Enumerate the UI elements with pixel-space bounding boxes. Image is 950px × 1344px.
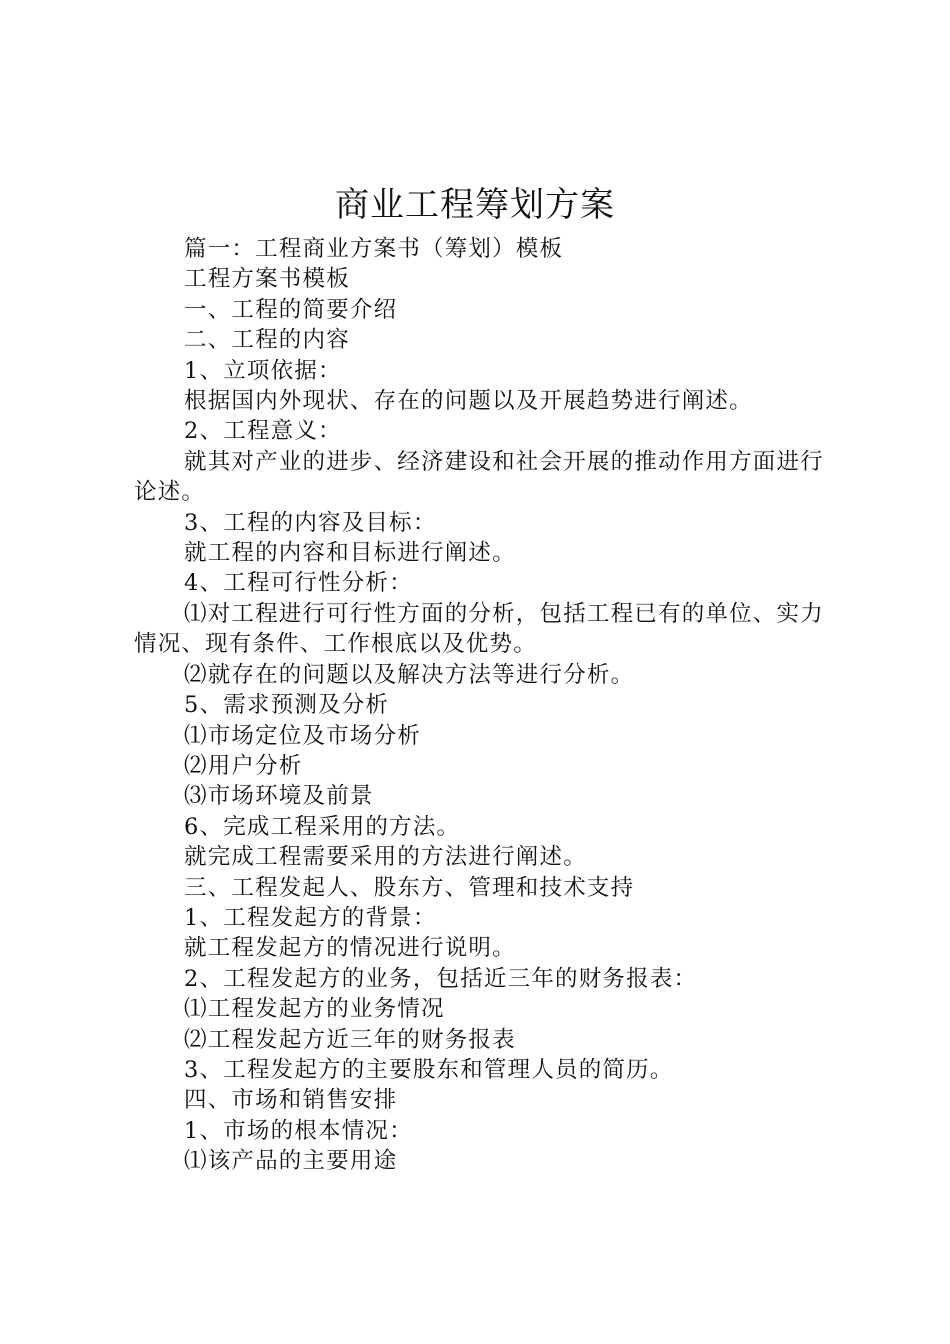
paragraph: 就工程的内容和目标进行阐述。	[184, 540, 516, 567]
paragraph: 2、工程意义：	[184, 418, 342, 445]
paragraph: 1、工程发起方的背景：	[184, 904, 437, 931]
paragraph: ⑵就存在的问题以及解决方法等进行分析。	[184, 661, 635, 688]
document-body	[134, 234, 834, 1177]
paragraph: 就其对产业的进步、经济建设和社会开展的推动作用方面进行论述。	[134, 448, 824, 506]
paragraph: 3、工程发起方的主要股东和管理人员的简历。	[184, 1056, 674, 1083]
paragraph: 2、工程发起方的业务，包括近三年的财务报表：	[184, 965, 698, 992]
paragraph: 1、市场的根本情况：	[184, 1117, 413, 1144]
paragraph: 就完成工程需要采用的方法进行阐述。	[184, 844, 587, 871]
paragraph: 5、需求预测及分析	[184, 692, 390, 719]
paragraph: ⑶市场环境及前景	[184, 783, 374, 810]
paragraph: 1、立项依据：	[184, 357, 342, 384]
paragraph: 4、工程可行性分析：	[184, 570, 413, 597]
paragraph: 根据国内外现状、存在的问题以及开展趋势进行阐述。	[184, 388, 753, 415]
paragraph: 四、市场和销售安排	[184, 1087, 398, 1114]
paragraph: ⑴工程发起方的业务情况	[184, 996, 445, 1023]
paragraph: 篇一：工程商业方案书（筹划）模板	[184, 236, 564, 262]
paragraph: 3、工程的内容及目标：	[184, 509, 437, 536]
paragraph: 工程方案书模板	[184, 266, 350, 293]
paragraph: 三、工程发起人、股东方、管理和技术支持	[184, 874, 635, 901]
paragraph: ⑴该产品的主要用途	[184, 1148, 398, 1175]
paragraph: 就工程发起方的情况进行说明。	[184, 935, 516, 962]
paragraph: 一、工程的简要介绍	[184, 296, 398, 323]
paragraph: ⑴市场定位及市场分析	[184, 722, 422, 749]
document-title: 商业工程筹划方案	[335, 185, 615, 225]
paragraph: ⑴对工程进行可行性方面的分析，包括工程已有的单位、实力情况、现有条件、工作根底以及优势。	[134, 600, 824, 658]
paragraph: ⑵用户分析	[184, 752, 303, 779]
paragraph: 二、工程的内容	[184, 327, 350, 354]
paragraph: 6、完成工程采用的方法。	[184, 813, 461, 840]
paragraph: ⑵工程发起方近三年的财务报表	[184, 1026, 516, 1053]
